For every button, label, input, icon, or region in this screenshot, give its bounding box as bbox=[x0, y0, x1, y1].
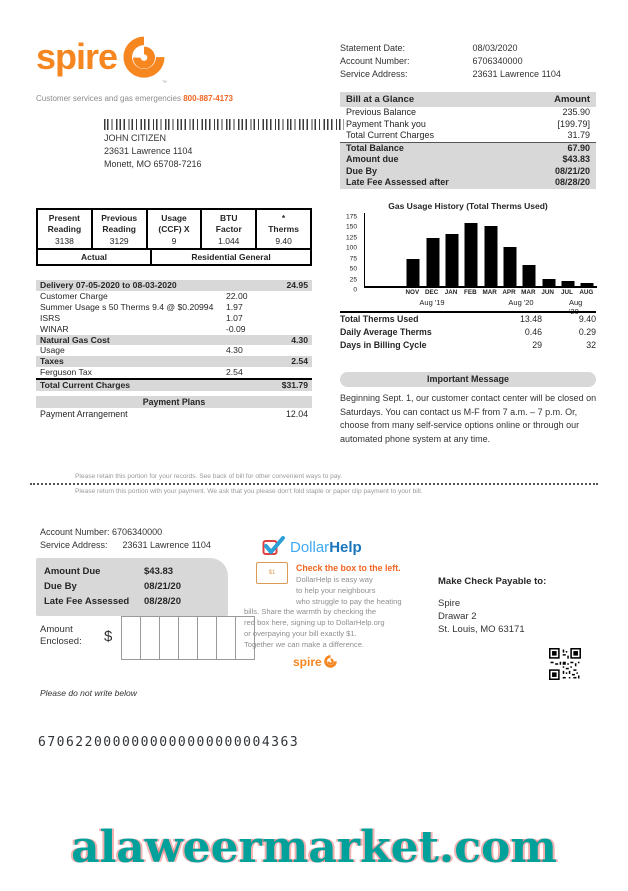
chart-month-label: JAN bbox=[444, 289, 458, 296]
mailing-barcode bbox=[104, 119, 344, 130]
meter-reading-table bbox=[36, 208, 312, 266]
group-label-aug19: Aug '19 bbox=[419, 298, 445, 307]
trademark-symbol: ™ bbox=[162, 80, 167, 86]
chart-title: Gas Usage History (Total Therms Used) bbox=[388, 201, 548, 211]
qr-code bbox=[549, 648, 581, 680]
charge-row: Customer Charge 22.00 bbox=[40, 290, 248, 301]
chart-ytick: 75 bbox=[349, 255, 357, 263]
payment-thank-you-row: Payment Thank you [199.79] bbox=[346, 118, 590, 129]
chart-bar bbox=[581, 283, 594, 286]
chart-bar bbox=[465, 223, 478, 286]
rate-class-label: Residential General bbox=[191, 252, 271, 262]
chart-bar bbox=[562, 281, 575, 286]
present-reading-cell: Present Reading 3138 bbox=[38, 210, 93, 248]
group-label-aug20a: Aug '20 bbox=[508, 298, 534, 307]
amount-digit-cell[interactable] bbox=[121, 616, 141, 660]
total-current-charges-row: Total Current Charges 31.79 bbox=[340, 130, 596, 143]
customer-service-phone: 800-887-4173 bbox=[183, 94, 234, 103]
usage-comparison-table bbox=[340, 313, 596, 352]
service-address-label: Service Address: bbox=[340, 69, 408, 79]
stub-late-fee-row: Late Fee Assessed 08/28/20 bbox=[44, 596, 181, 607]
reading-type-label: Actual bbox=[38, 250, 152, 264]
amount-due-box bbox=[36, 558, 228, 616]
chart-month-labels bbox=[364, 288, 596, 298]
amount-digit-cell[interactable] bbox=[141, 616, 160, 660]
statement-date-value: 08/03/2020 bbox=[472, 43, 518, 53]
total-therms-row: Total Therms Used 13.48 9.40 bbox=[340, 314, 596, 324]
meter-table-footer bbox=[38, 248, 310, 264]
spire-mini-flame-icon bbox=[324, 655, 337, 669]
amount-digit-cell[interactable] bbox=[160, 616, 179, 660]
return-portion-note: Please return this portion with your payment. We ask that you please don't fold staple or paper clip payment to your bill. bbox=[75, 488, 423, 495]
amount-enclosed-boxes[interactable] bbox=[121, 616, 255, 660]
chart-bar bbox=[484, 226, 497, 286]
due-by-row: Due By 08/21/20 bbox=[340, 166, 596, 178]
important-message-title: Important Message bbox=[340, 372, 596, 387]
chart-month-label: MAR bbox=[521, 289, 536, 296]
previous-balance-row: Previous Balance 235.90 bbox=[346, 107, 590, 117]
amount-digit-cell[interactable] bbox=[198, 616, 217, 660]
tear-line bbox=[30, 483, 598, 485]
chart-month-label: FEB bbox=[464, 289, 477, 296]
spire-mini-logo: spire bbox=[293, 655, 337, 669]
bill-at-a-glance-header bbox=[340, 92, 596, 107]
stub-service-label: Service Address: bbox=[40, 540, 108, 550]
chart-month-label: NOV bbox=[405, 289, 420, 296]
mailing-address-block bbox=[104, 132, 202, 171]
dollarhelp-wordmark: DollarHelp bbox=[290, 538, 362, 556]
customer-service-label: Customer services and gas emergencies bbox=[36, 94, 181, 103]
usage-ccf-cell: Usage (CCF) X 9 bbox=[148, 210, 203, 248]
watermark-text: alaweermarket.com bbox=[71, 822, 557, 873]
statement-date-row bbox=[340, 42, 561, 55]
charge-row: Summer Usage s 50 Therms 9.4 @ $0.20994 1.97 bbox=[40, 301, 243, 312]
chart-yaxis bbox=[338, 213, 362, 294]
amount-due-row: Amount due $43.83 bbox=[340, 154, 596, 166]
service-address-value: 23631 Lawrence 1104 bbox=[472, 69, 561, 79]
chart-bar bbox=[426, 238, 439, 286]
customer-service-line bbox=[36, 94, 233, 103]
important-message-body: Beginning Sept. 1, our customer contact center will be closed on Saturdays. You can contact us M-F from 7 a.m. – 7 p.m. Or, choose from many self-service options online or through our automated phone system at any time. bbox=[340, 393, 597, 444]
previous-reading-cell: Previous Reading 3129 bbox=[93, 210, 148, 248]
chart-month-label: DEC bbox=[425, 289, 439, 296]
account-number-value: 6706340000 bbox=[472, 56, 523, 66]
recipient-name: JOHN CITIZEN bbox=[104, 133, 166, 143]
dollarhelp-check-icon bbox=[262, 536, 286, 558]
charge-row: ISRS 1.07 bbox=[40, 312, 243, 323]
chart-month-label: MAR bbox=[482, 289, 497, 296]
currency-symbol: $ bbox=[104, 628, 113, 645]
therms-cell: * Therms 9.40 bbox=[268, 213, 299, 246]
spire-logo-text: spire bbox=[36, 36, 118, 77]
total-current-charges-total-row: Total Current Charges $31.79 bbox=[36, 378, 312, 391]
amount-digit-cell[interactable] bbox=[179, 616, 198, 660]
service-address-row bbox=[340, 68, 561, 81]
account-number-row bbox=[340, 55, 561, 68]
retain-portion-note: Please retain this portion for your records. See back of bill for other convenient ways to pay. bbox=[75, 473, 343, 480]
chart-bar bbox=[523, 265, 536, 286]
chart-ytick: 0 bbox=[353, 286, 357, 294]
make-check-title: Make Check Payable to: bbox=[438, 576, 547, 587]
account-number-label: Account Number: bbox=[340, 56, 410, 66]
chart-bar bbox=[446, 234, 459, 286]
stub-service-row bbox=[40, 539, 211, 552]
statement-date-label: Statement Date: bbox=[340, 43, 406, 53]
spire-logo bbox=[36, 36, 165, 82]
delivery-section-row: Delivery 07-05-2020 to 08-03-2020 24.95 bbox=[36, 280, 312, 291]
taxes-section-row: Taxes 2.54 bbox=[36, 356, 312, 367]
late-fee-row: Late Fee Assessed after 08/28/20 bbox=[340, 177, 596, 189]
natural-gas-cost-row: Natural Gas Cost 4.30 bbox=[36, 335, 312, 346]
chart-bars bbox=[364, 213, 597, 288]
chart-ytick: 100 bbox=[345, 244, 357, 252]
chart-month-label: AUG bbox=[579, 289, 594, 296]
charge-row: Usage 4.30 bbox=[40, 345, 243, 356]
recipient-address2: Monett, MO 65708-7216 bbox=[104, 159, 202, 169]
payment-arrangement-row: Payment Arrangement 12.04 bbox=[40, 409, 308, 419]
chart-month-label: JUL bbox=[561, 289, 573, 296]
stub-account-row bbox=[40, 526, 162, 539]
chart-bar bbox=[407, 259, 420, 286]
stub-account-value: 6706340000 bbox=[112, 527, 163, 537]
micr-line: 6706220000000000000000004363 bbox=[38, 735, 300, 750]
amount-digit-cell[interactable] bbox=[217, 616, 236, 660]
chart-month-label: JUN bbox=[541, 289, 554, 296]
btu-factor-cell: BTU Factor 1.044 bbox=[202, 210, 257, 248]
amount-column-header: Amount bbox=[554, 94, 590, 105]
dollarhelp-logo bbox=[262, 536, 362, 558]
chart-bar bbox=[542, 279, 555, 287]
total-balance-row: Total Balance 67.90 bbox=[340, 143, 596, 155]
payment-plans-title: Payment Plans bbox=[36, 396, 312, 408]
make-check-address: Spire Drawar 2 St. Louis, MO 63171 bbox=[438, 598, 525, 635]
spire-flame-icon bbox=[123, 36, 165, 82]
charge-row: WINAR -0.09 bbox=[40, 323, 246, 334]
payment-plans bbox=[36, 396, 312, 420]
do-not-write-note: Please do not write below bbox=[40, 688, 137, 698]
chart-ytick: 25 bbox=[349, 276, 357, 284]
stub-service-value: 23631 Lawrence 1104 bbox=[122, 540, 211, 550]
stub-amount-due-row: Amount Due $43.83 bbox=[44, 566, 174, 577]
recipient-address1: 23631 Lawrence 1104 bbox=[104, 146, 193, 156]
billing-cycle-row: Days in Billing Cycle 29 32 bbox=[340, 340, 596, 350]
group-label-aug20b: Aug '20 bbox=[569, 298, 583, 316]
statement-info bbox=[340, 42, 561, 81]
charges-table bbox=[36, 280, 312, 391]
chart-bar bbox=[504, 247, 517, 286]
bill-at-a-glance-title: Bill at a Glance bbox=[346, 94, 415, 105]
stub-due-by-row: Due By 08/21/20 bbox=[44, 581, 181, 592]
charge-row: Ferguson Tax 2.54 bbox=[40, 367, 243, 378]
chart-ytick: 50 bbox=[349, 265, 357, 273]
daily-average-row: Daily Average Therms 0.46 0.29 bbox=[340, 327, 596, 337]
dollarhelp-paragraph: DollarHelp is easy way to help your neighbours who struggle to pay the heating bills. Share the warmth by checking the red box here, signing up to DollarHelp.org or overpaying your bill exactly $1. Together we can make a difference. bbox=[244, 575, 402, 649]
dollarhelp-headline: Check the box to the left. bbox=[296, 563, 401, 573]
dollarhelp-checkbox-mark: $1 bbox=[268, 570, 276, 576]
chart-ytick: 175 bbox=[345, 213, 357, 221]
chart-ytick: 150 bbox=[345, 223, 357, 231]
bill-at-a-glance bbox=[340, 92, 596, 189]
amount-enclosed-label: Amount Enclosed: bbox=[40, 624, 82, 647]
stub-account-label: Account Number: bbox=[40, 527, 110, 537]
chart-month-label: APR bbox=[502, 289, 516, 296]
chart-ytick: 125 bbox=[345, 234, 357, 242]
chart-group-labels bbox=[340, 298, 596, 316]
